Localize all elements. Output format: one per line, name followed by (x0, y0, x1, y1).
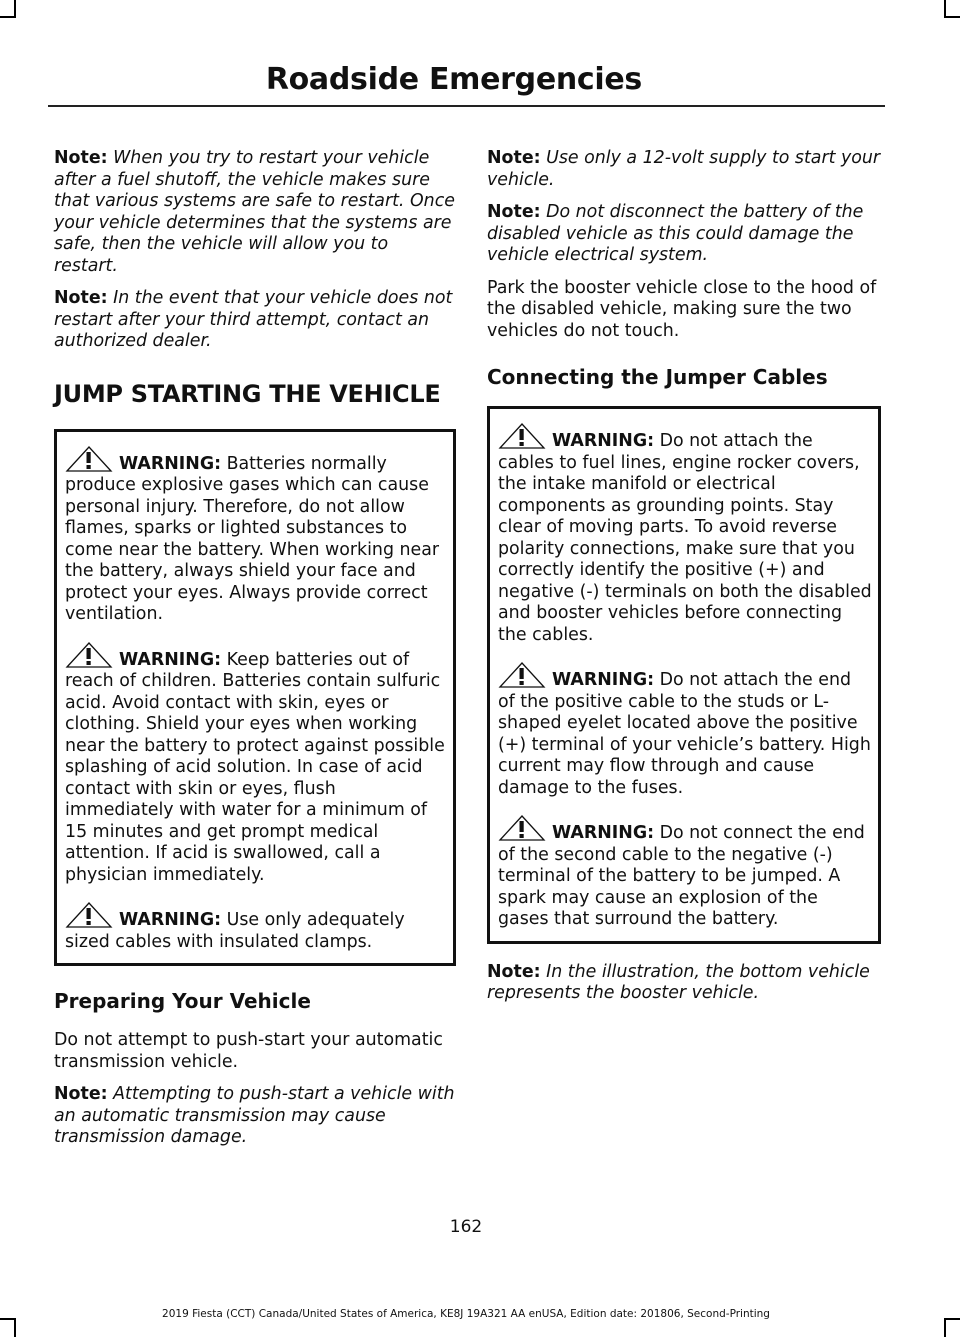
note-text: Do not disconnect the battery of the disabled vehicle as this could damage the vehicle electrical system. (487, 202, 864, 265)
section-title: JUMP STARTING THE VEHICLE (54, 379, 441, 408)
warning-item (498, 662, 872, 799)
warning-text: Do not attach the cables to fuel lines, engine rocker covers, the intake manifold or electrical components as grounding points. Stay clear of moving parts. To avoid reverse polarity connections, make sure that you correctly identify the positive (+) and negative (-) terminals on both the disabled and booster vehicles before connecting the cables. (498, 431, 872, 645)
warning-label: WARNING: (552, 823, 655, 843)
note-disconnect-battery (487, 202, 881, 267)
footer-edition-info: 2019 Fiesta (CCT) Canada/United States of America, KE8J 19A321 AA enUSA, Edition date: 201806, Second-Printing (162, 1308, 770, 1320)
note-third-attempt (54, 288, 456, 353)
page-number: 162 (449, 1217, 483, 1237)
warning-item (65, 902, 447, 953)
warning-box (487, 406, 881, 944)
note-text: When you try to restart your vehicle after a fuel shutoff, the vehicle makes sure that various systems are safe to restart. Once your vehicle determines that the systems are safe, then the vehicle will allow you to restart. (54, 148, 455, 276)
subsection-title: Preparing Your Vehicle (54, 989, 311, 1013)
warning-box (54, 429, 456, 967)
warning-text: Do not connect the end of the second cable to the negative (-) terminal of the battery to be jumped. A spark may cause an explosion of the gases that surround the battery. (498, 823, 865, 929)
paragraph: Do not attempt to push-start your automatic transmission vehicle. (54, 1030, 443, 1072)
warning-label: WARNING: (119, 649, 222, 670)
crop-mark (14, 1318, 16, 1337)
warning-label: WARNING: (552, 431, 655, 451)
subsection-title: Connecting the Jumper Cables (487, 365, 828, 389)
warning-triangle-icon (65, 902, 117, 928)
warning-triangle-icon (65, 642, 117, 668)
warning-label: WARNING: (552, 670, 655, 690)
note-label: Note: (54, 288, 108, 308)
right-column (487, 148, 881, 1016)
crop-mark (944, 1318, 946, 1337)
paragraph: Park the booster vehicle close to the hood of the disabled vehicle, making sure the two vehicles do not touch. (487, 277, 877, 341)
warning-triangle-icon (498, 423, 550, 449)
warning-item (65, 446, 447, 626)
note-text: In the illustration, the bottom vehicle represents the booster vehicle. (487, 961, 870, 1003)
warning-label: WARNING: (119, 453, 222, 474)
crop-mark (944, 16, 960, 18)
note-text: Attempting to push-start a vehicle with an automatic transmission may cause transmission damage. (54, 1084, 455, 1147)
note-text: Use only a 12-volt supply to start your vehicle. (487, 148, 881, 190)
note-label: Note: (487, 148, 541, 168)
note-push-start (54, 1084, 456, 1149)
note-12-volt (487, 148, 881, 191)
warning-text: Keep batteries out of reach of children. Batteries contain sulfuric acid. Avoid contact with skin, eyes or clothing. Shield your eyes when working near the battery to protect against possible splashing of acid solution. In case of acid contact with skin or eyes, flush immediately with water for a minimum of 15 minutes and get prompt medical attention. If acid is swallowed, call a physician immediately. (65, 649, 445, 885)
warning-triangle-icon (65, 446, 117, 472)
note-label: Note: (54, 148, 108, 168)
warning-text: Batteries normally produce explosive gases which can cause personal injury. Therefore, do not allow flames, sparks or lighted substances to come near the battery. When working near the battery, always shield your face and protect your eyes. Always provide correct ventilation. (65, 453, 440, 624)
note-text: In the event that your vehicle does not restart after your third attempt, contact an authorized dealer. (54, 288, 453, 351)
header-divider (48, 105, 885, 107)
warning-triangle-icon (498, 662, 550, 688)
note-label: Note: (487, 202, 541, 222)
warning-item (498, 423, 872, 646)
note-illustration (487, 962, 881, 1005)
warning-item (65, 642, 447, 887)
left-column (54, 148, 456, 1160)
warning-item (498, 815, 872, 931)
warning-triangle-icon (498, 815, 550, 841)
warning-text: Do not attach the end of the positive cable to the studs or L-shaped eyelet located above the positive (+) terminal of your vehicle’s battery. High current may flow through and cause damage to the fuses. (498, 670, 871, 798)
crop-mark (0, 16, 16, 18)
crop-mark (944, 1318, 960, 1320)
note-restart-after-shutoff (54, 148, 456, 277)
warning-text: Use only adequately sized cables with insulated clamps. (65, 910, 405, 952)
note-label: Note: (54, 1084, 108, 1104)
page-header-title: Roadside Emergencies (265, 62, 642, 97)
note-label: Note: (487, 961, 541, 982)
warning-label: WARNING: (119, 910, 222, 930)
